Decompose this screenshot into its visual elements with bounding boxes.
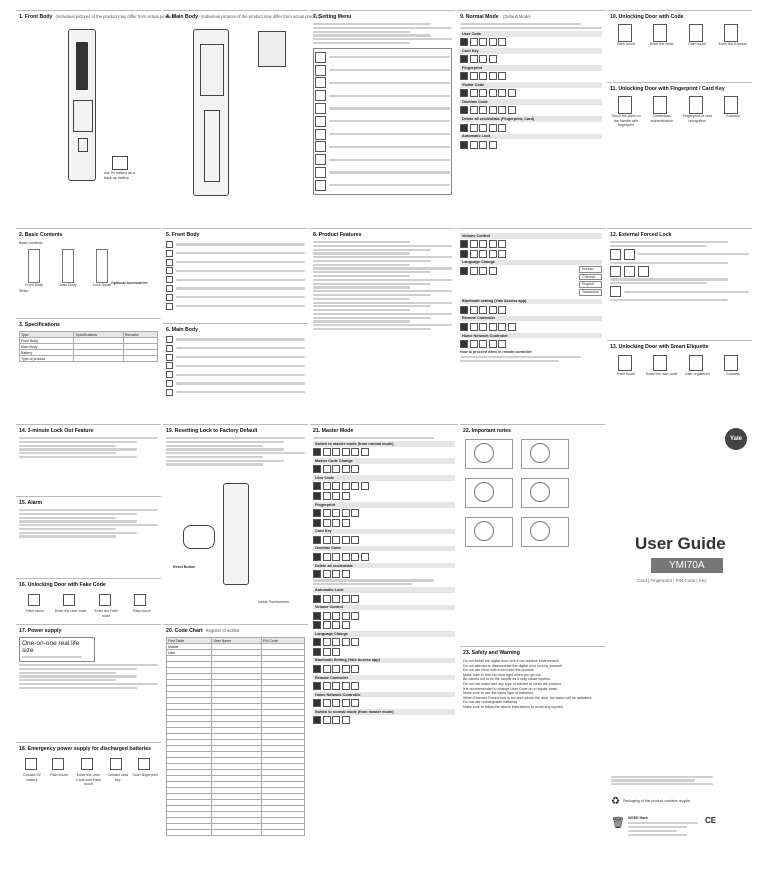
section-title: 5. Front Body bbox=[166, 232, 200, 238]
section-normal-mode-cont bbox=[457, 228, 605, 418]
battery-cover-illustration bbox=[258, 31, 286, 67]
number-icon bbox=[166, 276, 173, 283]
mode-row: Card Key bbox=[313, 529, 455, 535]
lock-guide-thumb bbox=[96, 249, 108, 283]
section-title: 4. Main Body (Individual pictures of the product may differ from actual product) bbox=[166, 14, 321, 20]
section-unlock-fingerprint bbox=[607, 82, 752, 228]
section-title: 21. Master Mode bbox=[313, 428, 354, 434]
section-title: 20. Code Chart Register Checklist bbox=[166, 628, 240, 634]
menu-icon bbox=[315, 167, 326, 178]
section-setting-menu bbox=[310, 10, 455, 228]
mode-row: Volume Control bbox=[313, 605, 455, 611]
step-label: Contact card key bbox=[107, 773, 128, 782]
palm-icon bbox=[28, 594, 40, 606]
section-smart-etiquette bbox=[607, 340, 752, 418]
section-code-chart bbox=[163, 624, 308, 870]
chart-header: PIN Code bbox=[261, 638, 304, 644]
battery-callout: use 9V battery as a back-up battery bbox=[104, 171, 135, 180]
number-icon bbox=[166, 389, 173, 396]
reset-button-label: Reset Button bbox=[173, 565, 196, 569]
section-important-notes bbox=[460, 424, 605, 646]
section-product-features bbox=[310, 228, 455, 418]
mode-row: Volume Control bbox=[460, 233, 602, 239]
mode-row: Remote Controller bbox=[460, 316, 602, 322]
spec-row-label: Main Body bbox=[20, 344, 74, 350]
menu-icon bbox=[315, 52, 326, 63]
step-label: Fingerprint or card recognition bbox=[682, 114, 712, 123]
card-icon bbox=[110, 758, 122, 770]
cover-title: User Guide bbox=[635, 534, 726, 553]
cover-page bbox=[607, 424, 752, 870]
number-icon bbox=[166, 371, 173, 378]
number-icon bbox=[166, 267, 173, 274]
step-label: Palm touch bbox=[617, 372, 635, 376]
section-title: 17. Power supply bbox=[19, 628, 62, 634]
mode-row: Card Key bbox=[460, 48, 602, 54]
user-icon bbox=[689, 355, 703, 371]
palm-icon bbox=[618, 96, 632, 114]
language-option: Taiwanese bbox=[579, 289, 602, 296]
section-lockout bbox=[16, 424, 161, 496]
mode-row: Onetime Code bbox=[460, 99, 602, 105]
step-label: Palm touch bbox=[50, 773, 69, 777]
number-icon bbox=[166, 345, 173, 352]
section-title: 7. Setting Menu bbox=[313, 14, 352, 20]
spec-row-label: Type of product bbox=[20, 356, 74, 362]
section-title: 1. Front Body (Individual pictures of the product may differ from actual product) bbox=[19, 14, 175, 20]
item-label: Front Body bbox=[25, 282, 43, 287]
step-label: Enter the user code bbox=[54, 609, 87, 613]
step-label: Palm touch bbox=[617, 42, 635, 47]
warning-illustration bbox=[465, 439, 513, 469]
safety-item: It is recommended to change User Code on a regular basis. bbox=[463, 686, 559, 691]
palm-icon bbox=[618, 24, 632, 42]
keypad-icon bbox=[624, 266, 635, 277]
keypad-icon bbox=[63, 594, 75, 606]
mode-row: Switch to normal mode (from master mode) bbox=[313, 709, 455, 715]
spec-row-label: Front Body bbox=[20, 338, 74, 344]
basic-contents-label: Basic contents bbox=[19, 241, 43, 245]
bottom-sheet bbox=[16, 424, 752, 870]
mode-row: Language Change bbox=[460, 260, 602, 266]
spec-header: Type bbox=[20, 332, 74, 338]
step-label: Enter the user code bbox=[645, 372, 678, 376]
number-icon bbox=[166, 259, 173, 266]
menu-icon bbox=[315, 141, 326, 152]
safety-item: Do not install the digital door lock in an outdoor environment. bbox=[463, 659, 560, 663]
section-external-forced-lock bbox=[607, 228, 752, 340]
step-label: Scan fingerprint bbox=[132, 773, 158, 777]
safety-item: When External Forced lock is set and unlock the door, the alarm will be activated. bbox=[463, 695, 593, 700]
setting-menu-list bbox=[313, 48, 452, 195]
section-title: 6. Main Body bbox=[166, 327, 198, 333]
step-label: Enter the Fake code bbox=[94, 609, 119, 618]
number-icon bbox=[166, 285, 173, 292]
safety-item: Do not use rechargeable batteries. bbox=[463, 700, 519, 705]
section-safety-warning bbox=[460, 646, 605, 870]
top-sheet bbox=[16, 10, 752, 418]
mode-row: Automatic Lock bbox=[313, 587, 455, 593]
spec-header: Remarks bbox=[123, 332, 157, 338]
section-title: 14. 3-minute Lock Out Feature bbox=[19, 428, 94, 434]
mode-row: Fingerprint bbox=[313, 502, 455, 508]
spec-row-label: Battery bbox=[20, 350, 74, 356]
inside-touchscreen-label: Inside Touchscreen bbox=[258, 600, 289, 604]
mode-row: Visitor Code bbox=[460, 82, 602, 88]
section-power-supply bbox=[16, 624, 161, 742]
chart-header: User Name bbox=[212, 638, 261, 644]
remote-note: How to proceed when in remote controller bbox=[460, 349, 532, 354]
section-title: 22. Important notes bbox=[463, 428, 511, 434]
safety-item: Do not attempt to disassemble the digital door lock by yourself. bbox=[463, 663, 563, 668]
section-title: 11. Unlocking Door with Fingerprint / Card Key bbox=[610, 86, 725, 92]
safety-item: Make sure to use the same type of batteries. bbox=[463, 691, 534, 696]
warning-illustration bbox=[521, 517, 569, 547]
front-body-thumb bbox=[28, 249, 40, 283]
item-label: Strike bbox=[19, 289, 29, 294]
palm-icon bbox=[689, 24, 703, 42]
section-front-body bbox=[16, 10, 175, 228]
step-label: Credentials authentication bbox=[650, 114, 673, 123]
hand-icon bbox=[183, 525, 215, 549]
reset-illustration bbox=[223, 483, 249, 585]
menu-icon bbox=[315, 180, 326, 191]
card-icon bbox=[689, 96, 703, 114]
card-icon bbox=[610, 286, 621, 297]
section-main-body bbox=[163, 10, 321, 228]
item-label: Lock Guide bbox=[92, 282, 112, 287]
menu-icon bbox=[315, 65, 326, 76]
safety-item: Make sure to follow the above instructions to avoid any injuries. bbox=[463, 704, 564, 709]
spec-table bbox=[19, 331, 158, 362]
main-body-thumb bbox=[62, 249, 74, 283]
number-icon bbox=[166, 362, 173, 369]
section-title: 2. Basic Contents bbox=[19, 232, 63, 238]
model-badge: YMI70A bbox=[651, 558, 723, 573]
recycle-note: Packaging of this product contains recycle. bbox=[622, 799, 692, 804]
section-title: 10. Unlocking Door with Code bbox=[610, 14, 684, 20]
language-option: Chinese bbox=[579, 274, 602, 281]
item-label: Main Body bbox=[59, 282, 77, 287]
section-title: 23. Safety and Warning bbox=[463, 650, 520, 656]
fingerprint-icon bbox=[138, 758, 150, 770]
mode-row: Switch to master mode (from normal mode) bbox=[313, 441, 455, 447]
section-unlock-code bbox=[607, 10, 752, 82]
number-icon bbox=[166, 294, 173, 301]
mode-row: Bluetooth Setting (Yale Access app) bbox=[313, 658, 455, 664]
step-label: Touch the palm on the handle with fingerprint bbox=[611, 114, 641, 128]
menu-icon bbox=[315, 116, 326, 127]
weee-title: WEEE Mark bbox=[627, 816, 648, 820]
section-emergency-power bbox=[16, 742, 161, 870]
step-label: User registered bbox=[685, 372, 710, 376]
safety-item: Do not use force with a tool onto the product. bbox=[463, 668, 535, 673]
keypad-icon bbox=[653, 24, 667, 42]
battery-icon bbox=[25, 758, 37, 770]
fingerprint-icon bbox=[653, 96, 667, 114]
section-basic-contents bbox=[16, 228, 161, 318]
hash-key-icon bbox=[638, 266, 649, 277]
mode-row: Master Code Change bbox=[313, 458, 455, 464]
step-label: Enter the code bbox=[649, 42, 674, 47]
main-body-illustration bbox=[193, 29, 229, 196]
section-fake-code bbox=[16, 578, 161, 624]
menu-icon bbox=[315, 77, 326, 88]
chart-header: First Table bbox=[167, 638, 212, 644]
section-title: 12. External Forced Lock bbox=[610, 232, 672, 238]
palm-icon bbox=[610, 266, 621, 277]
mode-row: Fingerprint bbox=[460, 65, 602, 71]
palm-icon bbox=[618, 355, 632, 371]
code-chart-table bbox=[166, 637, 305, 836]
recycle-icon: ♻ bbox=[611, 796, 620, 807]
mode-row: Delete all credentials (Fingerprint, Card) bbox=[460, 116, 602, 122]
unlock-icon bbox=[724, 355, 738, 371]
section-alarm bbox=[16, 496, 161, 578]
language-option: Korean bbox=[579, 266, 602, 273]
mode-row: Home Network Controller bbox=[313, 692, 455, 698]
mode-row: Bluetooth setting (Yale Access app) bbox=[460, 299, 602, 305]
number-icon bbox=[166, 336, 173, 343]
number-icon bbox=[166, 354, 173, 361]
battery-icon bbox=[112, 156, 128, 170]
mode-row: User Code bbox=[460, 31, 602, 37]
chart-row-label: Master bbox=[167, 644, 212, 650]
keypad-icon bbox=[99, 594, 111, 606]
weee-bin-icon: 🗑 bbox=[611, 817, 625, 829]
warning-illustration bbox=[465, 517, 513, 547]
mode-row: Onetime Code bbox=[313, 546, 455, 552]
section-main-body-list bbox=[163, 323, 308, 418]
real-size-box: One-on-one real life size bbox=[19, 637, 95, 662]
step-label: Palm touch bbox=[26, 609, 44, 613]
warning-illustration bbox=[521, 439, 569, 469]
section-specifications bbox=[16, 318, 161, 418]
chart-row-label: User bbox=[167, 650, 212, 656]
safety-item: Do not use water and any type of solvent to clean the product. bbox=[463, 681, 562, 686]
mode-row: Home Network Controller bbox=[460, 333, 602, 339]
language-option: English bbox=[579, 281, 602, 288]
ce-mark: CE bbox=[704, 816, 717, 825]
step-label: Palm touch bbox=[132, 609, 151, 613]
section-title: 16. Unlocking Door with Fake Code bbox=[19, 582, 106, 588]
menu-icon bbox=[315, 129, 326, 140]
menu-icon bbox=[315, 154, 326, 165]
section-title: 19. Resetting Lock to Factory Default bbox=[166, 428, 258, 434]
section-title: 8. Product Features bbox=[313, 232, 362, 238]
number-icon bbox=[166, 303, 173, 310]
section-normal-mode bbox=[457, 10, 605, 228]
step-label: Enter the User Code and Palm touch bbox=[76, 773, 101, 787]
keypad-icon bbox=[81, 758, 93, 770]
safety-item: Be careful not to fix the handle as it may cause injuries. bbox=[463, 677, 551, 682]
yale-logo: Yale bbox=[725, 428, 747, 450]
number-icon bbox=[166, 241, 173, 248]
mode-row: Delete all credentials bbox=[313, 563, 455, 569]
palm-icon bbox=[52, 758, 64, 770]
step-label: Success bbox=[726, 114, 740, 119]
section-title: 9. Normal Mode (Default Mode) bbox=[460, 14, 531, 20]
number-icon bbox=[166, 380, 173, 387]
mode-row: Language Change bbox=[313, 631, 455, 637]
section-front-body-list bbox=[163, 228, 308, 323]
mode-row: User Code bbox=[313, 475, 455, 481]
front-body-lock-illustration bbox=[68, 29, 96, 181]
accessory-label: Optional Accessories bbox=[111, 281, 148, 285]
step-label: Contact 9V battery bbox=[23, 773, 41, 782]
section-factory-reset bbox=[163, 424, 308, 624]
mode-row: Automatic Lock bbox=[460, 134, 602, 140]
section-title: 15. Alarm bbox=[19, 500, 43, 506]
section-title: 18. Emergency power supply for discharged batteries bbox=[19, 746, 152, 752]
menu-icon bbox=[315, 90, 326, 101]
section-master-mode bbox=[310, 424, 458, 870]
menu-icon bbox=[315, 103, 326, 114]
section-title: 3. Specifications bbox=[19, 322, 60, 328]
mode-row: Remote Controller bbox=[313, 675, 455, 681]
step-label: Palm touch bbox=[688, 42, 707, 47]
section-title: 13. Unlocking Door with Smart Eliquette bbox=[610, 344, 709, 350]
hash-key-icon bbox=[724, 24, 738, 42]
number-icon bbox=[166, 250, 173, 257]
keypad-icon bbox=[653, 355, 667, 371]
safety-item: Make sure to lock the door tight when you go out. bbox=[463, 672, 542, 677]
warning-illustration bbox=[465, 478, 513, 508]
fingerprint-icon bbox=[624, 249, 635, 260]
step-label: Success bbox=[726, 372, 740, 376]
warning-illustration bbox=[521, 478, 569, 508]
step-label: Enter the # button bbox=[718, 42, 748, 47]
cover-subtitle: Card | Fingerprint | PIN Code | Key bbox=[637, 578, 707, 583]
palm-icon bbox=[134, 594, 146, 606]
spec-header: Specifications bbox=[74, 332, 123, 338]
palm-icon bbox=[610, 249, 621, 260]
unlock-icon bbox=[724, 96, 738, 114]
